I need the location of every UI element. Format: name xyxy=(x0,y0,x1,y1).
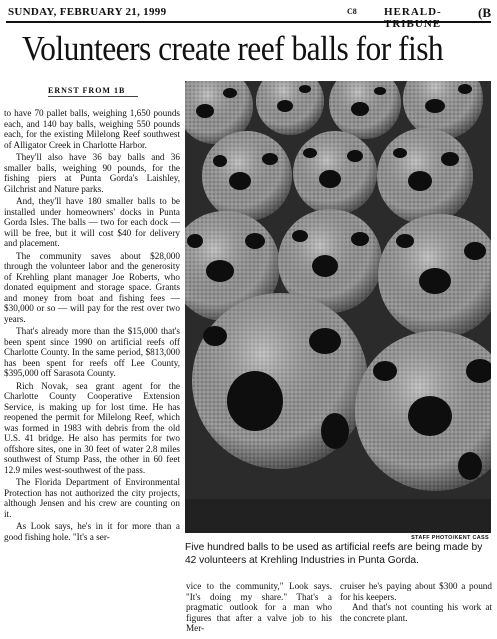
newspaper-name: HERALD-TRIBUNE xyxy=(384,6,442,30)
jump-divider xyxy=(48,96,138,97)
paragraph: The Florida Department of Environmental Protection has not authorized the city projects, although Jensen and his crew are counting on it. xyxy=(4,477,180,519)
masthead-rule xyxy=(6,21,491,23)
paragraph: to have 70 pallet balls, weighing 1,650 pounds each, and 140 bay balls, weighing 550 pounds each, for the existing Milelong Reef southwest of Alligator Creek in Charlotte Harbor. xyxy=(4,108,180,150)
jump-line-label: ERNST FROM 1B xyxy=(48,86,126,95)
page-mark: (B xyxy=(478,5,491,20)
photo-credit: STAFF PHOTO/KENT CASS xyxy=(411,535,489,541)
paragraph: The community saves about $28,000 through the volunteer labor and the generosity of Krehling plant manager Joe Roberts, who donated equipment and storage space. Grants and money from boat and fishing fees — $30,000 or so — will pay for the rest over two years. xyxy=(4,250,180,324)
paragraph: They'll also have 36 bay balls and 36 smaller balls, weighing 90 pounds, for the fishing piers at Punta Gorda's Laishley, Gilchrist and Nature parks. xyxy=(4,152,180,194)
paragraph: And that's not counting his work at the concrete plant. xyxy=(340,602,492,623)
paragraph: Rich Novak, sea grant agent for the Charlotte County Cooperative Extension Service, is making up for lost time. He has reopened the permit for Milelong Reef, which was formed in 1983 with debris from the old U.S. 41 bridge. He also has permits for two offshore sites, one in 30 feet of water 2.8 miles southwest of Stump Pass, the other in 60 feet 12.9 miles west-southwest of the pass. xyxy=(4,380,180,475)
photo-caption: Five hundred balls to be used as artificial reefs are being made by 42 volunteers at Krehling Industries in Punta Gorda. xyxy=(185,542,483,566)
reef-balls-photo xyxy=(185,81,491,533)
paragraph: As Look says, he's in it for more than a good fishing hole. "It's a ser- xyxy=(4,521,180,542)
article-left-column xyxy=(4,108,180,544)
paragraph: cruiser he's paying about $300 a pound for his keepers. xyxy=(340,581,492,602)
masthead xyxy=(8,5,491,30)
article-bottom-column-1 xyxy=(186,581,332,634)
section-number: C8 xyxy=(347,7,357,16)
paragraph: And, they'll have 180 smaller balls to be installed under homeowners' docks in Punta Gorda Isles. The balls — two for each dock — will be free, but it will cost $40 for delivery and placement. xyxy=(4,196,180,248)
article-bottom-column-2 xyxy=(340,581,492,623)
paragraph: That's already more than the $15,000 that's been spent since 1990 on artificial reefs off Charlotte County. In the same period, $813,000 has been spent for reefs off Lee County, $395,000 off Sarasota County. xyxy=(4,326,180,378)
issue-date: SUNDAY, FEBRUARY 21, 1999 xyxy=(8,6,167,18)
headline: Volunteers create reef balls for fish xyxy=(22,29,444,68)
paragraph: vice to the community," Look says. "It's doing my share." That's a pragmatic outlook for a man who figures that after a valve job to his Mer- xyxy=(186,581,332,633)
